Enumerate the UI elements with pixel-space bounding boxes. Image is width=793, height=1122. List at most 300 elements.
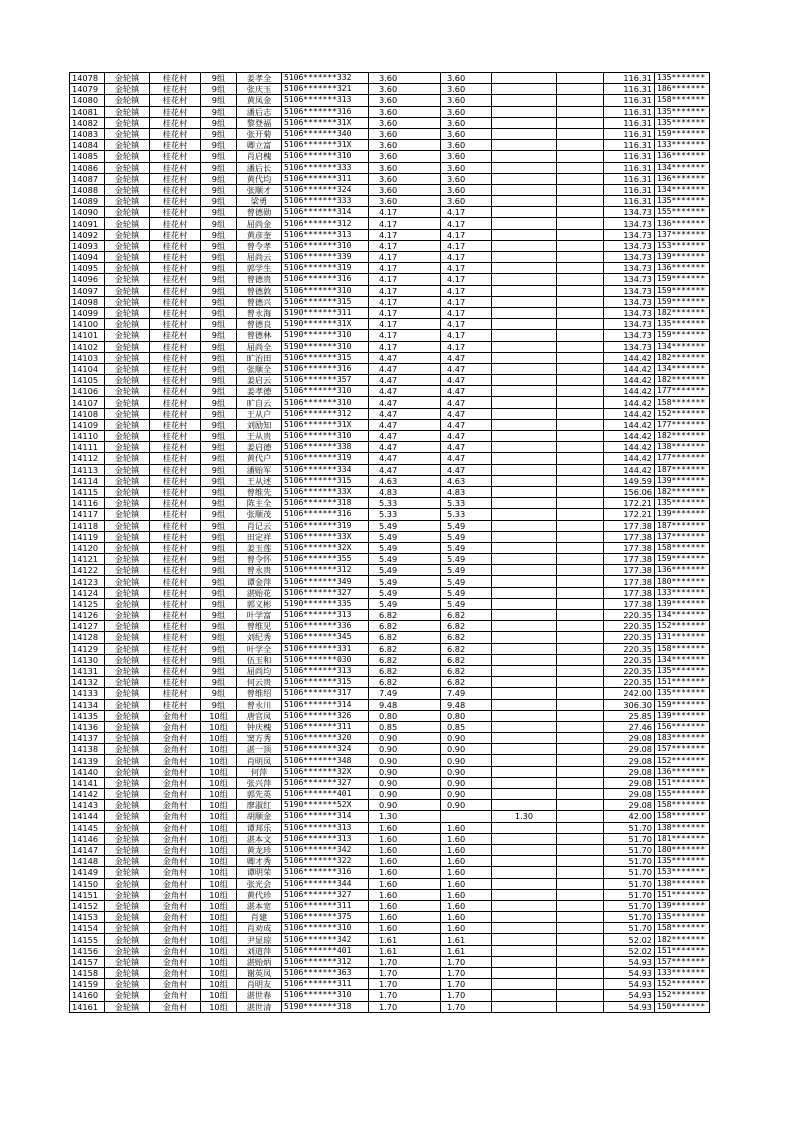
area-c-cell bbox=[557, 744, 604, 755]
name-cell: 张顺茂 bbox=[237, 509, 282, 520]
table-row bbox=[70, 140, 710, 151]
town-cell: 金轮镇 bbox=[105, 923, 150, 934]
area-a-cell: 4.47 bbox=[441, 464, 492, 475]
id-number-cell: 5190*******335 bbox=[282, 598, 369, 609]
name-cell: 廖淑红 bbox=[237, 800, 282, 811]
row-number-cell: 14079 bbox=[70, 84, 105, 95]
area-b-cell bbox=[492, 263, 557, 274]
area-b-cell bbox=[492, 274, 557, 285]
area-a-cell: 4.47 bbox=[441, 363, 492, 374]
name-cell: 谭金萍 bbox=[237, 576, 282, 587]
id-number-cell: 5106*******310 bbox=[282, 151, 369, 162]
id-number-cell: 5106*******311 bbox=[282, 900, 369, 911]
area-b-cell bbox=[492, 386, 557, 397]
area-c-cell bbox=[557, 442, 604, 453]
area-cell: 1.70 bbox=[369, 956, 441, 967]
group-cell: 9组 bbox=[201, 240, 237, 251]
group-cell: 9组 bbox=[201, 173, 237, 184]
area-a-cell: 3.60 bbox=[441, 151, 492, 162]
amount-cell: 149.59 bbox=[604, 475, 655, 486]
area-c-cell bbox=[557, 486, 604, 497]
area-a-cell: 4.17 bbox=[441, 263, 492, 274]
area-c-cell bbox=[557, 934, 604, 945]
area-cell: 1.60 bbox=[369, 867, 441, 878]
amount-cell: 116.31 bbox=[604, 117, 655, 128]
row-number-cell: 14151 bbox=[70, 889, 105, 900]
area-b-cell bbox=[492, 688, 557, 699]
area-b-cell bbox=[492, 710, 557, 721]
phone-cell: 131******* bbox=[655, 632, 710, 643]
group-cell: 9组 bbox=[201, 587, 237, 598]
area-b-cell bbox=[492, 162, 557, 173]
area-a-cell: 5.33 bbox=[441, 509, 492, 520]
name-cell: 黄龙珍 bbox=[237, 844, 282, 855]
group-cell: 10组 bbox=[201, 968, 237, 979]
name-cell: 潘后志 bbox=[237, 106, 282, 117]
area-a-cell: 3.60 bbox=[441, 140, 492, 151]
area-cell: 0.90 bbox=[369, 789, 441, 800]
row-number-cell: 14114 bbox=[70, 475, 105, 486]
village-cell: 桂花村 bbox=[150, 587, 201, 598]
town-cell: 金轮镇 bbox=[105, 252, 150, 263]
area-a-cell: 1.60 bbox=[441, 878, 492, 889]
area-c-cell bbox=[557, 968, 604, 979]
phone-cell: 187******* bbox=[655, 464, 710, 475]
area-a-cell: 1.60 bbox=[441, 822, 492, 833]
row-number-cell: 14097 bbox=[70, 285, 105, 296]
row-number-cell: 14106 bbox=[70, 386, 105, 397]
id-number-cell: 5190*******311 bbox=[282, 307, 369, 318]
amount-cell: 172.21 bbox=[604, 498, 655, 509]
row-number-cell: 14085 bbox=[70, 151, 105, 162]
group-cell: 9组 bbox=[201, 263, 237, 274]
phone-cell: 134******* bbox=[655, 341, 710, 352]
phone-cell: 182******* bbox=[655, 352, 710, 363]
row-number-cell: 14138 bbox=[70, 744, 105, 755]
table-row bbox=[70, 710, 710, 721]
town-cell: 金轮镇 bbox=[105, 677, 150, 688]
name-cell: 姜玉莲 bbox=[237, 542, 282, 553]
amount-cell: 177.38 bbox=[604, 531, 655, 542]
amount-cell: 42.00 bbox=[604, 811, 655, 822]
name-cell: 谭邦乐 bbox=[237, 822, 282, 833]
area-cell: 5.33 bbox=[369, 509, 441, 520]
area-cell: 4.17 bbox=[369, 285, 441, 296]
table-row bbox=[70, 531, 710, 542]
phone-cell: 158******* bbox=[655, 811, 710, 822]
table-row bbox=[70, 610, 710, 621]
town-cell: 金轮镇 bbox=[105, 587, 150, 598]
row-number-cell: 14131 bbox=[70, 665, 105, 676]
town-cell: 金轮镇 bbox=[105, 162, 150, 173]
area-a-cell: 1.60 bbox=[441, 912, 492, 923]
phone-cell: 182******* bbox=[655, 934, 710, 945]
row-number-cell: 14140 bbox=[70, 766, 105, 777]
phone-cell: 135******* bbox=[655, 856, 710, 867]
id-number-cell: 5106*******313 bbox=[282, 610, 369, 621]
id-number-cell: 5106*******313 bbox=[282, 665, 369, 676]
area-b-cell bbox=[492, 822, 557, 833]
area-cell: 0.85 bbox=[369, 721, 441, 732]
area-c-cell bbox=[557, 397, 604, 408]
name-cell: 叶学全 bbox=[237, 643, 282, 654]
group-cell: 9组 bbox=[201, 699, 237, 710]
name-cell: 湛贻花 bbox=[237, 587, 282, 598]
town-cell: 金轮镇 bbox=[105, 844, 150, 855]
name-cell: 屈尚全 bbox=[237, 341, 282, 352]
area-c-cell bbox=[557, 923, 604, 934]
amount-cell: 51.70 bbox=[604, 822, 655, 833]
amount-cell: 156.06 bbox=[604, 486, 655, 497]
group-cell: 9组 bbox=[201, 363, 237, 374]
area-c-cell bbox=[557, 431, 604, 442]
id-number-cell: 5106*******355 bbox=[282, 554, 369, 565]
area-c-cell bbox=[557, 766, 604, 777]
phone-cell: 134******* bbox=[655, 610, 710, 621]
id-number-cell: 5106*******312 bbox=[282, 408, 369, 419]
amount-cell: 134.73 bbox=[604, 218, 655, 229]
table-row bbox=[70, 587, 710, 598]
id-number-cell: 5106*******327 bbox=[282, 777, 369, 788]
row-number-cell: 14123 bbox=[70, 576, 105, 587]
group-cell: 10组 bbox=[201, 710, 237, 721]
amount-cell: 116.31 bbox=[604, 151, 655, 162]
phone-cell: 133******* bbox=[655, 587, 710, 598]
id-number-cell: 5106*******315 bbox=[282, 677, 369, 688]
area-c-cell bbox=[557, 587, 604, 598]
group-cell: 9组 bbox=[201, 453, 237, 464]
row-number-cell: 14107 bbox=[70, 397, 105, 408]
area-cell: 4.17 bbox=[369, 296, 441, 307]
town-cell: 金轮镇 bbox=[105, 84, 150, 95]
area-cell: 5.49 bbox=[369, 576, 441, 587]
area-c-cell bbox=[557, 677, 604, 688]
town-cell: 金轮镇 bbox=[105, 777, 150, 788]
table-row bbox=[70, 554, 710, 565]
id-number-cell: 5106*******345 bbox=[282, 632, 369, 643]
area-a-cell: 5.49 bbox=[441, 554, 492, 565]
name-cell: 郭先英 bbox=[237, 789, 282, 800]
area-b-cell bbox=[492, 598, 557, 609]
phone-cell: 182******* bbox=[655, 375, 710, 386]
town-cell: 金轮镇 bbox=[105, 442, 150, 453]
name-cell: 张庆玉 bbox=[237, 84, 282, 95]
area-b-cell bbox=[492, 789, 557, 800]
amount-cell: 51.70 bbox=[604, 900, 655, 911]
town-cell: 金轮镇 bbox=[105, 285, 150, 296]
area-b-cell bbox=[492, 632, 557, 643]
area-b-cell bbox=[492, 665, 557, 676]
area-a-cell: 4.63 bbox=[441, 475, 492, 486]
amount-cell: 29.08 bbox=[604, 777, 655, 788]
area-b-cell bbox=[492, 84, 557, 95]
name-cell: 唐官凤 bbox=[237, 710, 282, 721]
area-b-cell bbox=[492, 229, 557, 240]
area-c-cell bbox=[557, 274, 604, 285]
id-number-cell: 5106*******310 bbox=[282, 386, 369, 397]
area-a-cell: 1.70 bbox=[441, 1001, 492, 1012]
town-cell: 金轮镇 bbox=[105, 386, 150, 397]
group-cell: 10组 bbox=[201, 1001, 237, 1012]
phone-cell: 150******* bbox=[655, 1001, 710, 1012]
amount-cell: 54.93 bbox=[604, 1001, 655, 1012]
area-a-cell: 4.47 bbox=[441, 442, 492, 453]
group-cell: 10组 bbox=[201, 744, 237, 755]
name-cell: 湛世清 bbox=[237, 1001, 282, 1012]
village-cell: 桂花村 bbox=[150, 677, 201, 688]
area-a-cell: 3.60 bbox=[441, 106, 492, 117]
town-cell: 金轮镇 bbox=[105, 307, 150, 318]
area-a-cell: 6.82 bbox=[441, 632, 492, 643]
area-b-cell bbox=[492, 677, 557, 688]
amount-cell: 54.93 bbox=[604, 990, 655, 1001]
group-cell: 9组 bbox=[201, 677, 237, 688]
name-cell: 屈尚金 bbox=[237, 218, 282, 229]
id-number-cell: 5190*******310 bbox=[282, 330, 369, 341]
town-cell: 金轮镇 bbox=[105, 789, 150, 800]
area-a-cell: 6.82 bbox=[441, 665, 492, 676]
name-cell: 张顺全 bbox=[237, 363, 282, 374]
table-row bbox=[70, 263, 710, 274]
table-row bbox=[70, 632, 710, 643]
name-cell: 尹显琼 bbox=[237, 934, 282, 945]
area-b-cell bbox=[492, 867, 557, 878]
village-cell: 金角村 bbox=[150, 867, 201, 878]
phone-cell: 155******* bbox=[655, 207, 710, 218]
village-cell: 桂花村 bbox=[150, 464, 201, 475]
phone-cell: 138******* bbox=[655, 878, 710, 889]
phone-cell: 139******* bbox=[655, 710, 710, 721]
area-b-cell bbox=[492, 800, 557, 811]
area-a-cell: 3.60 bbox=[441, 162, 492, 173]
village-cell: 金角村 bbox=[150, 844, 201, 855]
area-cell: 5.49 bbox=[369, 520, 441, 531]
table-row bbox=[70, 956, 710, 967]
table-row bbox=[70, 811, 710, 822]
area-c-cell bbox=[557, 95, 604, 106]
row-number-cell: 14150 bbox=[70, 878, 105, 889]
town-cell: 金轮镇 bbox=[105, 878, 150, 889]
town-cell: 金轮镇 bbox=[105, 542, 150, 553]
row-number-cell: 14101 bbox=[70, 330, 105, 341]
phone-cell: 152******* bbox=[655, 990, 710, 1001]
area-a-cell: 1.61 bbox=[441, 934, 492, 945]
amount-cell: 116.31 bbox=[604, 128, 655, 139]
phone-cell: 159******* bbox=[655, 285, 710, 296]
group-cell: 9组 bbox=[201, 475, 237, 486]
name-cell: 旷治田 bbox=[237, 352, 282, 363]
area-a-cell: 3.60 bbox=[441, 184, 492, 195]
amount-cell: 134.73 bbox=[604, 296, 655, 307]
area-cell: 1.61 bbox=[369, 945, 441, 956]
table-row bbox=[70, 464, 710, 475]
area-cell: 3.60 bbox=[369, 73, 441, 84]
area-c-cell bbox=[557, 307, 604, 318]
area-cell: 4.47 bbox=[369, 352, 441, 363]
area-c-cell bbox=[557, 531, 604, 542]
row-number-cell: 14117 bbox=[70, 509, 105, 520]
row-number-cell: 14142 bbox=[70, 789, 105, 800]
phone-cell: 153******* bbox=[655, 867, 710, 878]
village-cell: 金角村 bbox=[150, 721, 201, 732]
group-cell: 9组 bbox=[201, 341, 237, 352]
area-cell: 0.90 bbox=[369, 766, 441, 777]
table-row bbox=[70, 453, 710, 464]
amount-cell: 220.35 bbox=[604, 654, 655, 665]
name-cell: 肖明凤 bbox=[237, 755, 282, 766]
village-cell: 桂花村 bbox=[150, 542, 201, 553]
phone-cell: 139******* bbox=[655, 475, 710, 486]
area-b-cell bbox=[492, 833, 557, 844]
town-cell: 金轮镇 bbox=[105, 464, 150, 475]
id-number-cell: 5106*******311 bbox=[282, 979, 369, 990]
amount-cell: 134.73 bbox=[604, 285, 655, 296]
id-number-cell: 5106*******313 bbox=[282, 229, 369, 240]
area-cell: 1.60 bbox=[369, 844, 441, 855]
area-b-cell bbox=[492, 475, 557, 486]
area-b-cell bbox=[492, 945, 557, 956]
area-c-cell bbox=[557, 721, 604, 732]
area-a-cell: 4.17 bbox=[441, 240, 492, 251]
area-c-cell bbox=[557, 710, 604, 721]
area-cell: 6.82 bbox=[369, 621, 441, 632]
area-a-cell: 5.49 bbox=[441, 520, 492, 531]
village-cell: 桂花村 bbox=[150, 498, 201, 509]
amount-cell: 116.31 bbox=[604, 95, 655, 106]
area-a-cell: 5.49 bbox=[441, 598, 492, 609]
area-b-cell bbox=[492, 330, 557, 341]
id-number-cell: 5106*******310 bbox=[282, 285, 369, 296]
phone-cell: 135******* bbox=[655, 319, 710, 330]
id-number-cell: 5190*******318 bbox=[282, 1001, 369, 1012]
area-cell: 4.47 bbox=[369, 419, 441, 430]
town-cell: 金轮镇 bbox=[105, 554, 150, 565]
name-cell: 曾德兴 bbox=[237, 296, 282, 307]
area-cell: 1.60 bbox=[369, 889, 441, 900]
area-c-cell bbox=[557, 598, 604, 609]
table-row bbox=[70, 1001, 710, 1012]
area-cell: 4.17 bbox=[369, 274, 441, 285]
name-cell: 窦方秀 bbox=[237, 733, 282, 744]
group-cell: 9组 bbox=[201, 352, 237, 363]
group-cell: 10组 bbox=[201, 900, 237, 911]
village-cell: 桂花村 bbox=[150, 453, 201, 464]
name-cell: 张光会 bbox=[237, 878, 282, 889]
phone-cell: 159******* bbox=[655, 274, 710, 285]
area-c-cell bbox=[557, 800, 604, 811]
amount-cell: 144.42 bbox=[604, 352, 655, 363]
area-a-cell: 4.47 bbox=[441, 408, 492, 419]
row-number-cell: 14110 bbox=[70, 431, 105, 442]
town-cell: 金轮镇 bbox=[105, 330, 150, 341]
town-cell: 金轮镇 bbox=[105, 744, 150, 755]
id-number-cell: 5106*******342 bbox=[282, 844, 369, 855]
village-cell: 桂花村 bbox=[150, 554, 201, 565]
village-cell: 桂花村 bbox=[150, 128, 201, 139]
amount-cell: 51.70 bbox=[604, 856, 655, 867]
group-cell: 9组 bbox=[201, 274, 237, 285]
id-number-cell: 5190*******310 bbox=[282, 341, 369, 352]
village-cell: 桂花村 bbox=[150, 140, 201, 151]
row-number-cell: 14083 bbox=[70, 128, 105, 139]
phone-cell: 134******* bbox=[655, 654, 710, 665]
amount-cell: 144.42 bbox=[604, 363, 655, 374]
village-cell: 桂花村 bbox=[150, 442, 201, 453]
table-row bbox=[70, 151, 710, 162]
village-cell: 桂花村 bbox=[150, 207, 201, 218]
village-cell: 桂花村 bbox=[150, 643, 201, 654]
area-cell: 4.47 bbox=[369, 442, 441, 453]
town-cell: 金轮镇 bbox=[105, 352, 150, 363]
phone-cell: 187******* bbox=[655, 520, 710, 531]
amount-cell: 116.31 bbox=[604, 73, 655, 84]
table-row bbox=[70, 319, 710, 330]
town-cell: 金轮镇 bbox=[105, 811, 150, 822]
name-cell: 曾令孝 bbox=[237, 240, 282, 251]
amount-cell: 144.42 bbox=[604, 464, 655, 475]
id-number-cell: 5106*******322 bbox=[282, 856, 369, 867]
village-cell: 桂花村 bbox=[150, 509, 201, 520]
name-cell: 张兴萍 bbox=[237, 777, 282, 788]
village-cell: 桂花村 bbox=[150, 576, 201, 587]
area-cell: 1.60 bbox=[369, 878, 441, 889]
area-c-cell bbox=[557, 1001, 604, 1012]
table-row bbox=[70, 509, 710, 520]
village-cell: 金角村 bbox=[150, 900, 201, 911]
town-cell: 金轮镇 bbox=[105, 531, 150, 542]
id-number-cell: 5106*******344 bbox=[282, 878, 369, 889]
area-a-cell: 5.49 bbox=[441, 542, 492, 553]
id-number-cell: 5106*******312 bbox=[282, 565, 369, 576]
area-a-cell: 4.17 bbox=[441, 207, 492, 218]
town-cell: 金轮镇 bbox=[105, 475, 150, 486]
area-c-cell bbox=[557, 162, 604, 173]
area-cell: 5.49 bbox=[369, 531, 441, 542]
phone-cell: 157******* bbox=[655, 744, 710, 755]
row-number-cell: 14128 bbox=[70, 632, 105, 643]
id-number-cell: 5190*******31X bbox=[282, 319, 369, 330]
row-number-cell: 14084 bbox=[70, 140, 105, 151]
table-row bbox=[70, 833, 710, 844]
id-number-cell: 5106*******324 bbox=[282, 184, 369, 195]
area-a-cell: 4.47 bbox=[441, 386, 492, 397]
area-a-cell: 0.80 bbox=[441, 710, 492, 721]
group-cell: 9组 bbox=[201, 386, 237, 397]
id-number-cell: 5106*******31X bbox=[282, 117, 369, 128]
group-cell: 9组 bbox=[201, 73, 237, 84]
row-number-cell: 14086 bbox=[70, 162, 105, 173]
table-row bbox=[70, 408, 710, 419]
name-cell: 张顺才 bbox=[237, 184, 282, 195]
area-a-cell: 4.17 bbox=[441, 229, 492, 240]
area-cell: 1.70 bbox=[369, 979, 441, 990]
area-c-cell bbox=[557, 375, 604, 386]
id-number-cell: 5106*******310 bbox=[282, 240, 369, 251]
area-a-cell: 3.60 bbox=[441, 196, 492, 207]
area-b-cell bbox=[492, 900, 557, 911]
row-number-cell: 14144 bbox=[70, 811, 105, 822]
area-b-cell bbox=[492, 285, 557, 296]
town-cell: 金轮镇 bbox=[105, 833, 150, 844]
phone-cell: 153******* bbox=[655, 240, 710, 251]
row-number-cell: 14104 bbox=[70, 363, 105, 374]
amount-cell: 144.42 bbox=[604, 386, 655, 397]
name-cell: 钟庆槐 bbox=[237, 721, 282, 732]
id-number-cell: 5106*******318 bbox=[282, 498, 369, 509]
town-cell: 金轮镇 bbox=[105, 419, 150, 430]
area-a-cell: 0.90 bbox=[441, 755, 492, 766]
table-row bbox=[70, 565, 710, 576]
